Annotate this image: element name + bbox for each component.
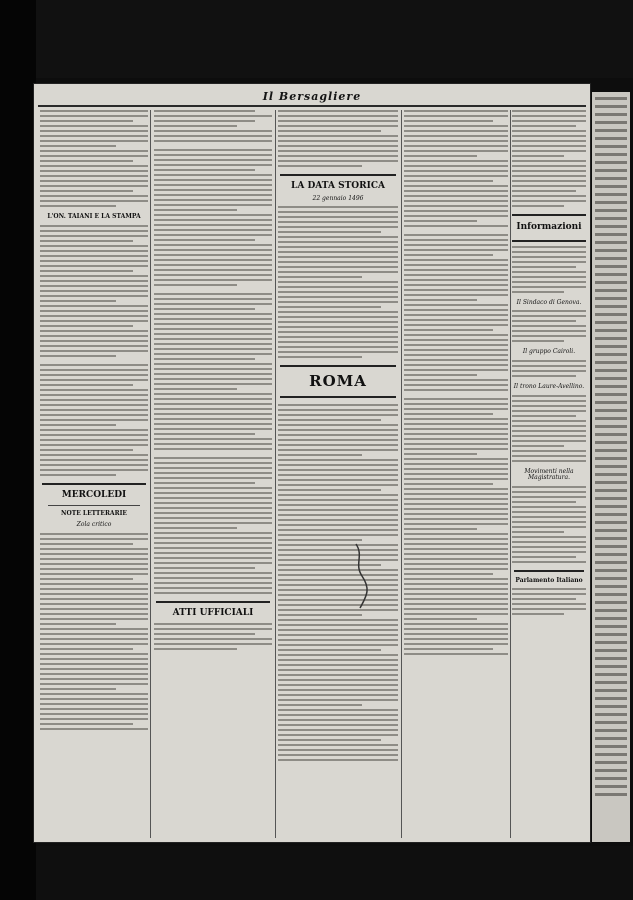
column-5 <box>512 110 586 838</box>
separator <box>280 174 396 176</box>
section-heading: ROMA <box>309 372 367 391</box>
separator <box>42 483 146 485</box>
section-heading: NOTE LETTERARIE <box>61 510 127 518</box>
masthead-rule <box>38 105 586 107</box>
section-subheading: Movimenti nella Magistratura. <box>524 467 574 482</box>
text-block <box>40 225 148 357</box>
text-block <box>512 360 586 377</box>
text-block <box>40 364 148 476</box>
text-block <box>404 110 508 227</box>
text-block <box>154 149 272 286</box>
separator <box>514 570 584 572</box>
separator <box>156 601 270 603</box>
text-block <box>512 395 586 462</box>
text-block <box>40 110 148 207</box>
scanner-bottom-band <box>36 846 633 900</box>
text-block <box>154 623 272 650</box>
text-block <box>512 486 586 563</box>
text-block <box>154 293 272 450</box>
section-heading: L'ON. TAIANI E LA STAMPA <box>47 213 141 220</box>
column-2 <box>154 110 272 838</box>
text-block <box>512 246 586 293</box>
newspaper-page <box>34 84 590 842</box>
separator <box>48 505 140 506</box>
scanner-top-band <box>36 0 633 78</box>
column-rule <box>150 110 151 838</box>
column-rule <box>510 110 511 838</box>
column-1 <box>40 110 148 838</box>
pencil-mark-icon <box>352 542 374 612</box>
section-heading: ATTI UFFICIALI <box>172 608 254 618</box>
text-block <box>512 110 586 207</box>
adjacent-page-strip <box>592 92 630 842</box>
section-subheading: Zola critico <box>76 521 112 529</box>
text-block <box>154 110 272 142</box>
text-block <box>404 398 508 655</box>
separator <box>280 396 396 398</box>
section-subheading: Il gruppo Cairoli. <box>522 348 576 356</box>
section-heading: MERCOLEDI <box>61 489 127 500</box>
text-block <box>278 206 398 358</box>
text-block <box>512 588 586 615</box>
column-4 <box>404 110 508 838</box>
section-subheading: Il trono Laure-Avellino. <box>513 383 585 391</box>
text-block <box>154 457 272 594</box>
text-block <box>404 234 508 391</box>
text-block <box>278 404 398 761</box>
text-block <box>512 310 586 342</box>
section-heading: Informazioni <box>516 222 582 232</box>
masthead-title: Il Bersagliere <box>262 90 362 103</box>
column-rule <box>401 110 402 838</box>
section-heading: Parlamento Italiano <box>515 576 583 584</box>
separator <box>280 365 396 367</box>
section-subheading: Il Sindaco di Genova. <box>516 298 582 306</box>
section-heading: LA DATA STORICA <box>291 181 385 191</box>
column-rule <box>275 110 276 838</box>
scanner-left-edge <box>0 0 36 900</box>
section-subheading: 22 gennaio 1496 <box>312 194 364 202</box>
text-block <box>278 110 398 167</box>
informazioni-banner <box>512 214 586 242</box>
text-block <box>40 533 148 730</box>
column-3 <box>278 110 398 838</box>
